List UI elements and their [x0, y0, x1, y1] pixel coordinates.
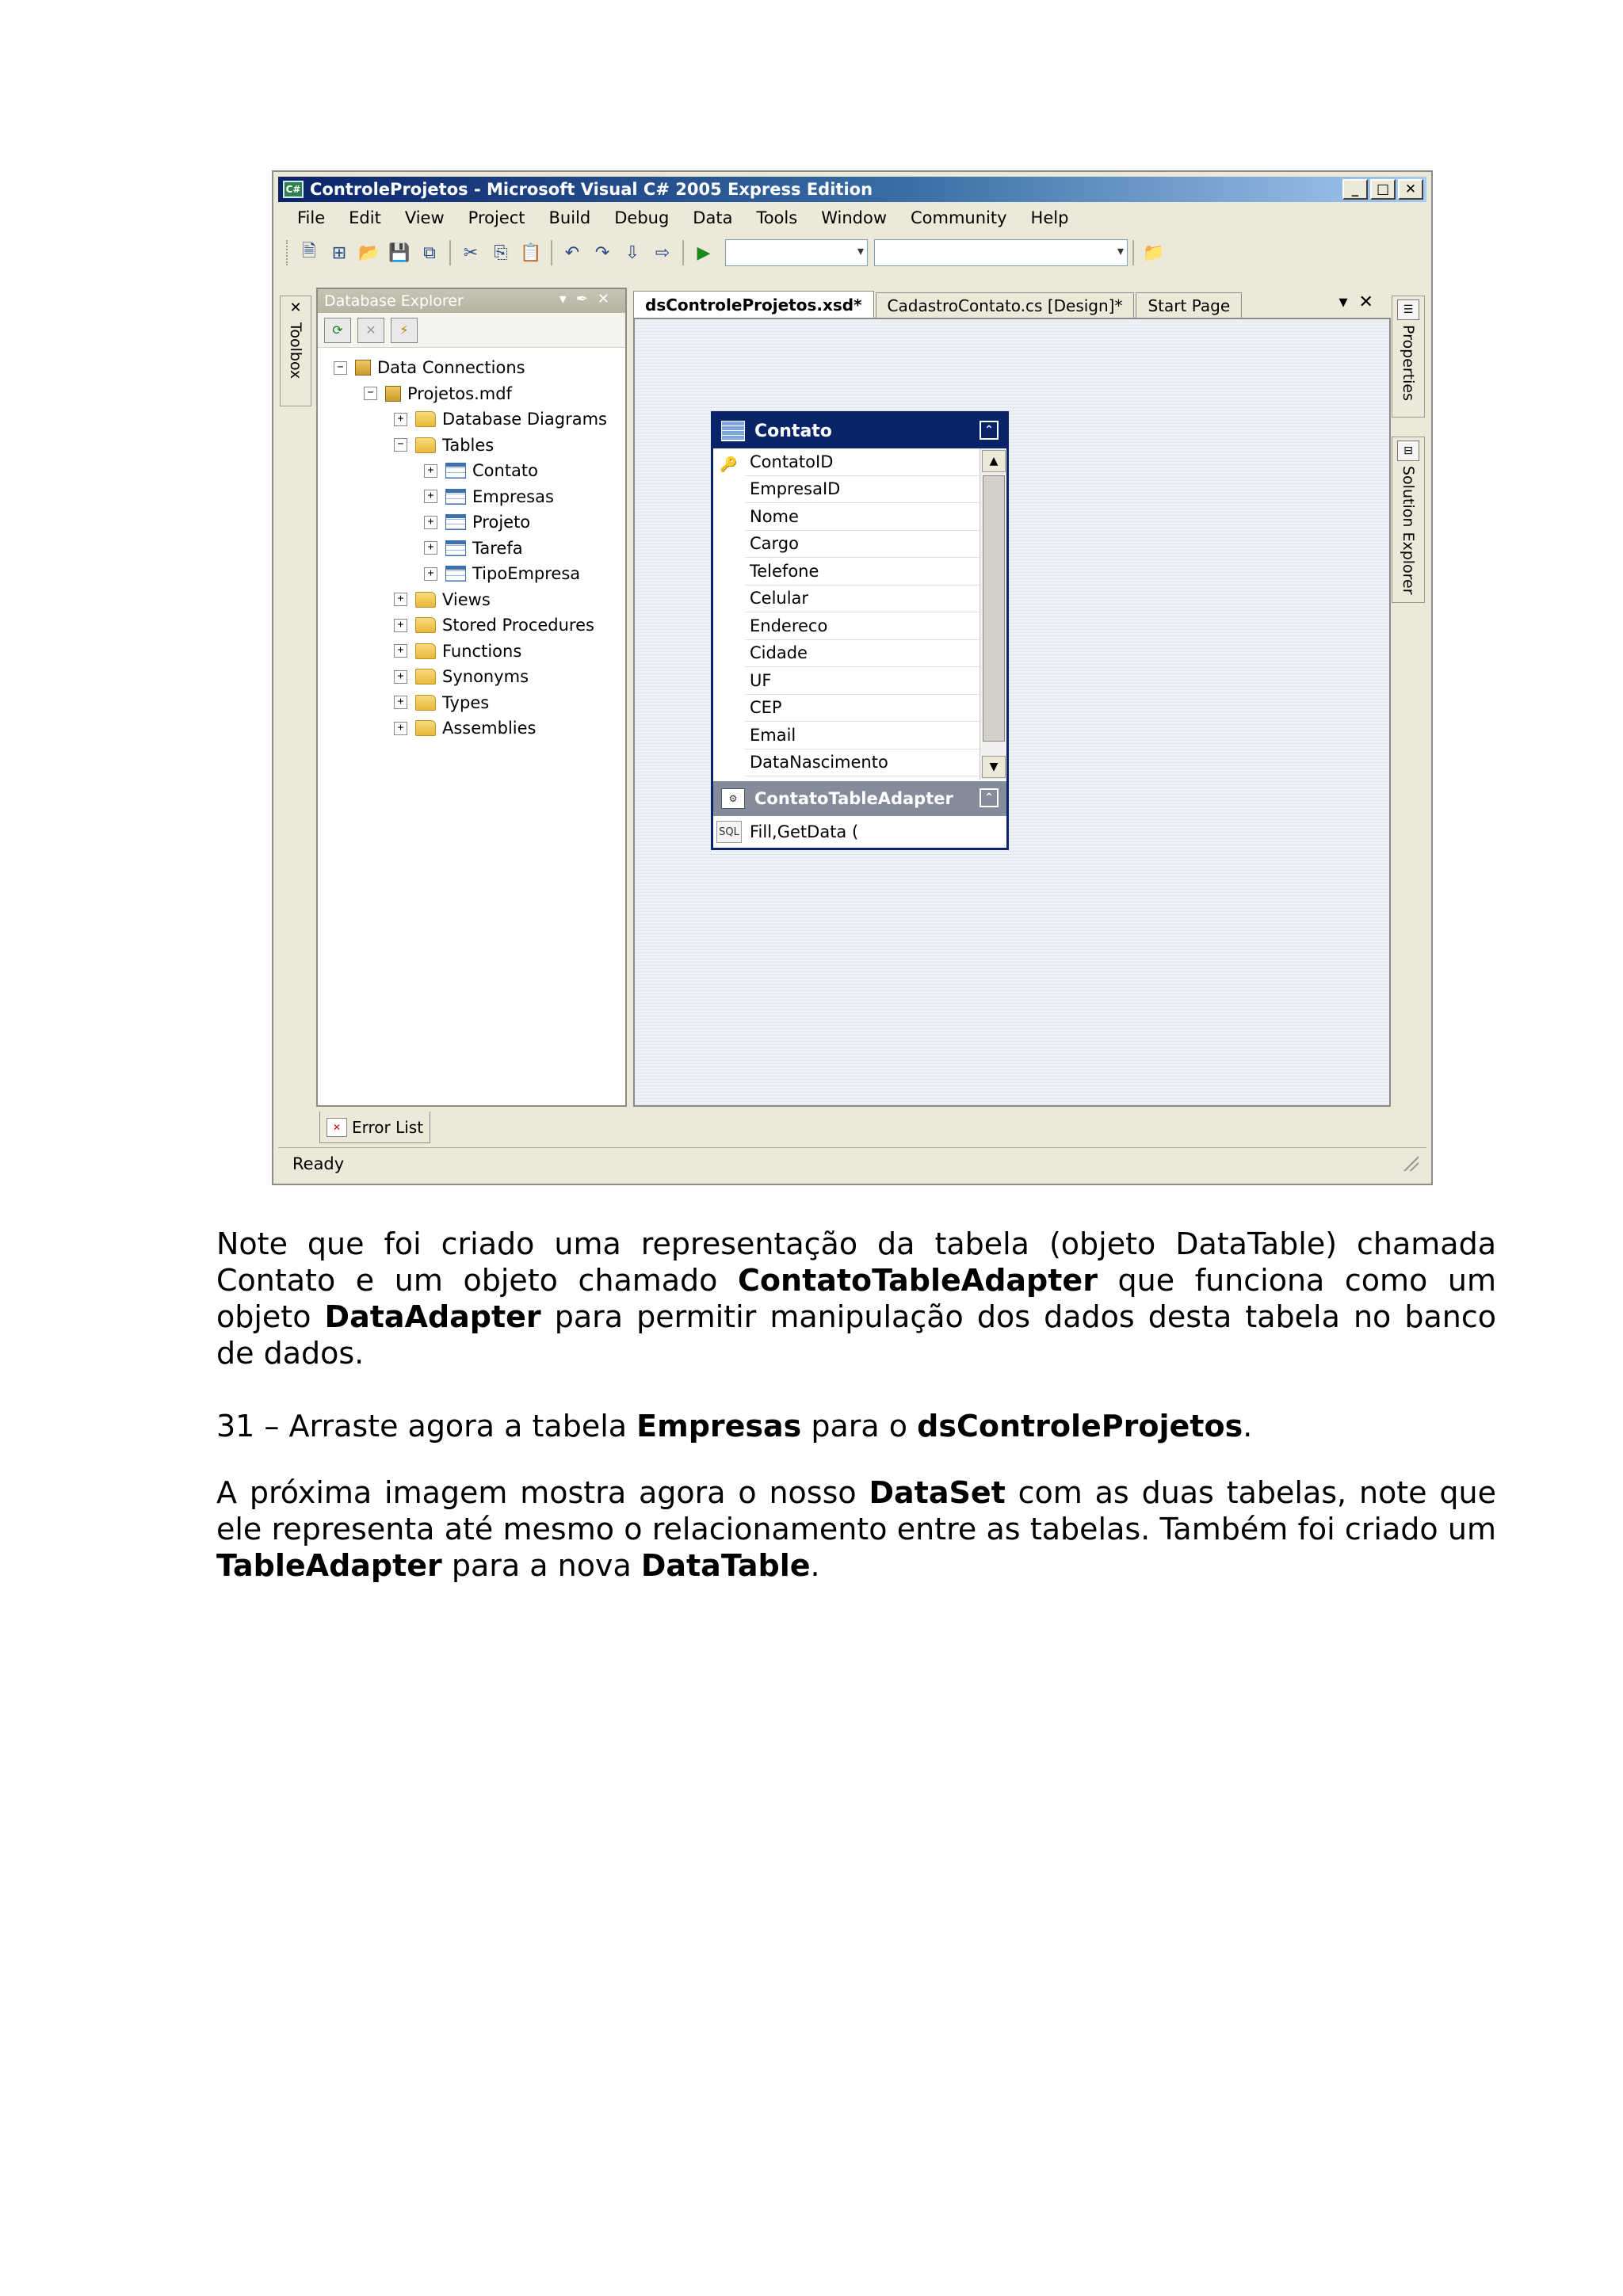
panel-controls[interactable]: ▾✒✕	[559, 291, 619, 307]
scroll-up-icon[interactable]: ▲	[982, 450, 1006, 472]
expand-icon[interactable]: +	[424, 516, 437, 529]
menu-edit[interactable]: Edit	[349, 208, 381, 227]
app-icon: C#	[283, 181, 304, 198]
toolbox-label: Toolbox	[287, 322, 304, 379]
bold-term: DataSet	[869, 1475, 1006, 1510]
tree-item-label: Stored Procedures	[442, 616, 594, 635]
connect-to-database-icon[interactable]: ⚡	[391, 318, 418, 343]
bold-term: DataAdapter	[324, 1299, 541, 1334]
collapse-icon[interactable]: ⌃	[980, 421, 999, 440]
status-text: Ready	[292, 1154, 345, 1173]
toolbar	[278, 235, 1426, 270]
scroll-down-icon[interactable]: ▼	[982, 756, 1006, 778]
start-debugging-icon[interactable]: ▶	[697, 242, 711, 263]
redo-icon[interactable]: ↷	[594, 242, 610, 263]
scroll-thumb[interactable]	[983, 475, 1005, 742]
tab-start-page[interactable]: Start Page	[1136, 292, 1242, 318]
collapse-icon[interactable]: −	[364, 387, 377, 400]
tableadapter-method: Fill,GetData (	[750, 822, 859, 841]
text-run: .	[810, 1548, 820, 1583]
database-explorer-title-bar	[318, 289, 625, 313]
database-explorer-title: Database Explorer	[324, 292, 464, 310]
properties-icon: ☰	[1397, 299, 1419, 320]
menu-help[interactable]: Help	[1030, 208, 1069, 227]
folder-icon	[415, 411, 436, 427]
copy-icon[interactable]: ⎘	[494, 242, 508, 263]
tree-item-types[interactable]	[394, 691, 489, 715]
tree-item-label: Assemblies	[442, 719, 537, 738]
expand-icon[interactable]: +	[394, 696, 407, 709]
tree-item-label: Functions	[442, 641, 522, 661]
tree-item-label: Database Diagrams	[442, 410, 607, 429]
expand-icon[interactable]: +	[424, 567, 437, 581]
bold-term: Empresas	[636, 1409, 802, 1444]
save-all-icon[interactable]: ⧉	[423, 242, 436, 263]
tree-item-views[interactable]	[394, 588, 491, 612]
folder-icon	[415, 592, 436, 608]
column-email[interactable]: Email	[745, 722, 980, 749]
column-empresaid[interactable]: EmpresaID	[745, 476, 980, 504]
expand-icon[interactable]: +	[424, 541, 437, 555]
status-bar	[278, 1147, 1426, 1179]
undo-icon[interactable]: ↶	[564, 242, 580, 263]
text-run: para permitir manipulação dos dados desta tabela no banco de dados.	[216, 1299, 1496, 1371]
menu-community[interactable]: Community	[911, 208, 1007, 227]
tree-item-label: Tables	[442, 435, 495, 455]
tree-item-data-connections[interactable]	[334, 356, 525, 379]
menu-debug[interactable]: Debug	[614, 208, 670, 227]
properties-label: Properties	[1400, 325, 1417, 402]
paragraph-step-31	[216, 1408, 1496, 1444]
close-button[interactable]: ✕	[1398, 179, 1423, 200]
document-tabs	[633, 291, 1391, 318]
properties-tab[interactable]	[1392, 296, 1425, 418]
tree-item-empresas[interactable]	[424, 485, 554, 509]
paragraph-note	[216, 1226, 1496, 1371]
tree-item-tipoempresa[interactable]	[424, 562, 580, 585]
database-icon	[355, 360, 371, 376]
table-icon	[445, 489, 466, 505]
expand-icon[interactable]: +	[394, 413, 407, 426]
database-explorer-toolbar	[318, 313, 625, 348]
tree-item-projetos-mdf[interactable]	[364, 382, 512, 406]
column-cep[interactable]: CEP	[745, 695, 980, 723]
tableadapter-icon: ⚙	[721, 788, 745, 809]
tableadapter-query[interactable]	[713, 816, 1006, 848]
collapse-icon[interactable]: −	[394, 438, 407, 452]
tree-item-assemblies[interactable]	[394, 716, 536, 740]
folder-icon	[415, 617, 436, 633]
column-celular[interactable]: Celular	[745, 585, 980, 613]
refresh-icon[interactable]: ⟳	[324, 318, 351, 343]
tree-item-database-diagrams[interactable]	[394, 407, 607, 431]
navigate-icon[interactable]: ⇩	[624, 242, 640, 263]
save-icon[interactable]: 💾	[388, 242, 411, 263]
open-icon[interactable]: 📂	[358, 242, 380, 263]
folder-icon	[415, 643, 436, 659]
text-run: Note que foi criado uma representação da tabela (objeto DataTable) chamada Contato e um objeto chamado	[216, 1226, 1496, 1298]
table-icon	[445, 463, 466, 479]
tree-item-tarefa[interactable]	[424, 536, 523, 560]
column-telefone[interactable]: Telefone	[745, 558, 980, 585]
tableadapter-name: ContatoTableAdapter	[754, 789, 953, 808]
text-run: com as duas tabelas, note que ele representa até mesmo o relacionamento entre as tabelas. Também foi criado um	[216, 1475, 1496, 1547]
collapse-adapter-icon[interactable]: ⌃	[980, 788, 999, 807]
solution-explorer-icon[interactable]: 📁	[1143, 242, 1165, 263]
text-run: A próxima imagem mostra agora o nosso	[216, 1475, 869, 1510]
error-list-label: Error List	[352, 1117, 424, 1137]
solution-explorer-label: Solution Explorer	[1400, 466, 1417, 595]
text-run: para o	[801, 1409, 918, 1444]
configuration-combo[interactable]	[725, 239, 868, 266]
navigate-forward-icon[interactable]: ⇨	[655, 242, 670, 263]
tableadapter-header[interactable]	[713, 781, 1006, 816]
database-explorer	[316, 288, 627, 1107]
expand-icon[interactable]: +	[394, 670, 407, 684]
error-list-icon: ✕	[327, 1118, 347, 1137]
datatable-columns	[713, 448, 980, 781]
toolbox-tab[interactable]	[280, 296, 311, 406]
menu-bar	[278, 204, 1426, 232]
folder-icon	[415, 669, 436, 685]
expand-icon[interactable]: +	[394, 644, 407, 658]
tree-item-label: Data Connections	[377, 358, 525, 377]
resize-grip-icon[interactable]	[1400, 1152, 1419, 1171]
folder-icon	[415, 720, 436, 736]
text-run: que funciona como um objeto	[216, 1263, 1496, 1334]
solution-explorer-tab-icon: ⊟	[1397, 441, 1419, 461]
tree-item-contato[interactable]	[424, 459, 538, 482]
stop-icon[interactable]: ✕	[357, 318, 384, 343]
datatable-name: Contato	[754, 421, 832, 441]
bold-term: dsControleProjetos	[917, 1409, 1243, 1444]
menu-data[interactable]: Data	[693, 208, 733, 227]
paragraph-dataset	[216, 1474, 1496, 1584]
tree-item-label: Empresas	[472, 486, 554, 506]
cut-icon[interactable]: ✂	[463, 242, 479, 263]
tree-item-label: Projeto	[472, 513, 531, 532]
new-project-icon[interactable]: 🗎	[302, 242, 316, 261]
maximize-button[interactable]: □	[1370, 179, 1396, 200]
datatable-contato[interactable]	[711, 411, 1009, 850]
column-cargo[interactable]: Cargo	[745, 531, 980, 559]
tree-item-label: Contato	[472, 461, 539, 480]
column-cidade[interactable]: Cidade	[745, 640, 980, 668]
tree-item-stored-procedures[interactable]	[394, 613, 594, 637]
bold-term: TableAdapter	[216, 1548, 442, 1583]
menu-project[interactable]: Project	[468, 208, 525, 227]
tree-item-tables[interactable]	[394, 433, 494, 457]
tree-item-synonyms[interactable]	[394, 665, 529, 688]
expand-icon[interactable]: +	[394, 593, 407, 606]
tree-item-functions[interactable]	[394, 639, 521, 663]
tree-item-label: TipoEmpresa	[472, 564, 581, 583]
tree-item-label: Synonyms	[442, 667, 529, 686]
paste-icon[interactable]: 📋	[520, 242, 542, 263]
menu-view[interactable]: View	[404, 208, 445, 227]
vs-window	[272, 170, 1433, 1185]
expand-icon[interactable]: +	[394, 722, 407, 735]
tree-item-label: Types	[442, 692, 490, 712]
expand-icon[interactable]: +	[424, 490, 437, 503]
bold-term: DataTable	[640, 1548, 811, 1583]
tree-item-label: Tarefa	[472, 538, 523, 558]
database-icon	[385, 386, 401, 402]
table-icon	[445, 566, 466, 582]
columns-scrollbar[interactable]	[980, 448, 1006, 780]
folder-icon	[415, 437, 436, 453]
menu-tools[interactable]: Tools	[756, 208, 798, 227]
column-datanascimento[interactable]: DataNascimento	[745, 749, 980, 777]
menu-file[interactable]: File	[297, 208, 326, 227]
folder-icon	[415, 695, 436, 711]
bold-term: ContatoTableAdapter	[738, 1263, 1098, 1298]
window-title: ControleProjetos - Microsoft Visual C# 2005 Express Edition	[310, 180, 873, 199]
datatable-icon	[721, 421, 745, 441]
expand-icon[interactable]: +	[394, 619, 407, 632]
tree-item-label: Views	[442, 589, 491, 609]
sql-icon: SQL	[716, 821, 742, 843]
toolbar-grip[interactable]	[286, 240, 289, 265]
table-icon	[445, 514, 466, 530]
column-contatoid[interactable]: ContatoID	[745, 448, 980, 476]
add-item-icon[interactable]: ⊞	[331, 242, 347, 263]
expand-icon[interactable]: +	[424, 464, 437, 478]
text-run: 31 – Arraste agora a tabela	[216, 1409, 637, 1444]
text-run: para a nova	[441, 1548, 641, 1583]
title-bar	[278, 177, 1426, 202]
primary-key-icon: 🔑	[720, 456, 738, 473]
tab-dscontroleprojetos[interactable]: dsControleProjetos.xsd*	[633, 291, 874, 318]
collapse-icon[interactable]: −	[334, 361, 347, 375]
column-nome[interactable]: Nome	[745, 503, 980, 531]
minimize-button[interactable]: _	[1342, 179, 1368, 200]
toolbox-icon: ✕	[289, 299, 302, 316]
platform-combo[interactable]	[874, 239, 1128, 266]
tree-item-label: Projetos.mdf	[407, 383, 512, 403]
tab-cadastrocontato-design[interactable]: CadastroContato.cs [Design]*	[876, 292, 1135, 318]
tree-item-projeto[interactable]	[424, 510, 530, 534]
table-icon	[445, 540, 466, 556]
solution-explorer-tab[interactable]	[1392, 437, 1425, 603]
error-list-tab[interactable]	[319, 1112, 430, 1143]
column-uf[interactable]: UF	[745, 667, 980, 695]
column-endereco[interactable]: Endereco	[745, 612, 980, 640]
menu-build[interactable]: Build	[548, 208, 591, 227]
menu-window[interactable]: Window	[821, 208, 887, 227]
datatable-header[interactable]	[713, 414, 1006, 448]
text-run: .	[1243, 1409, 1253, 1444]
tab-controls[interactable]: ▾✕	[1338, 292, 1384, 312]
